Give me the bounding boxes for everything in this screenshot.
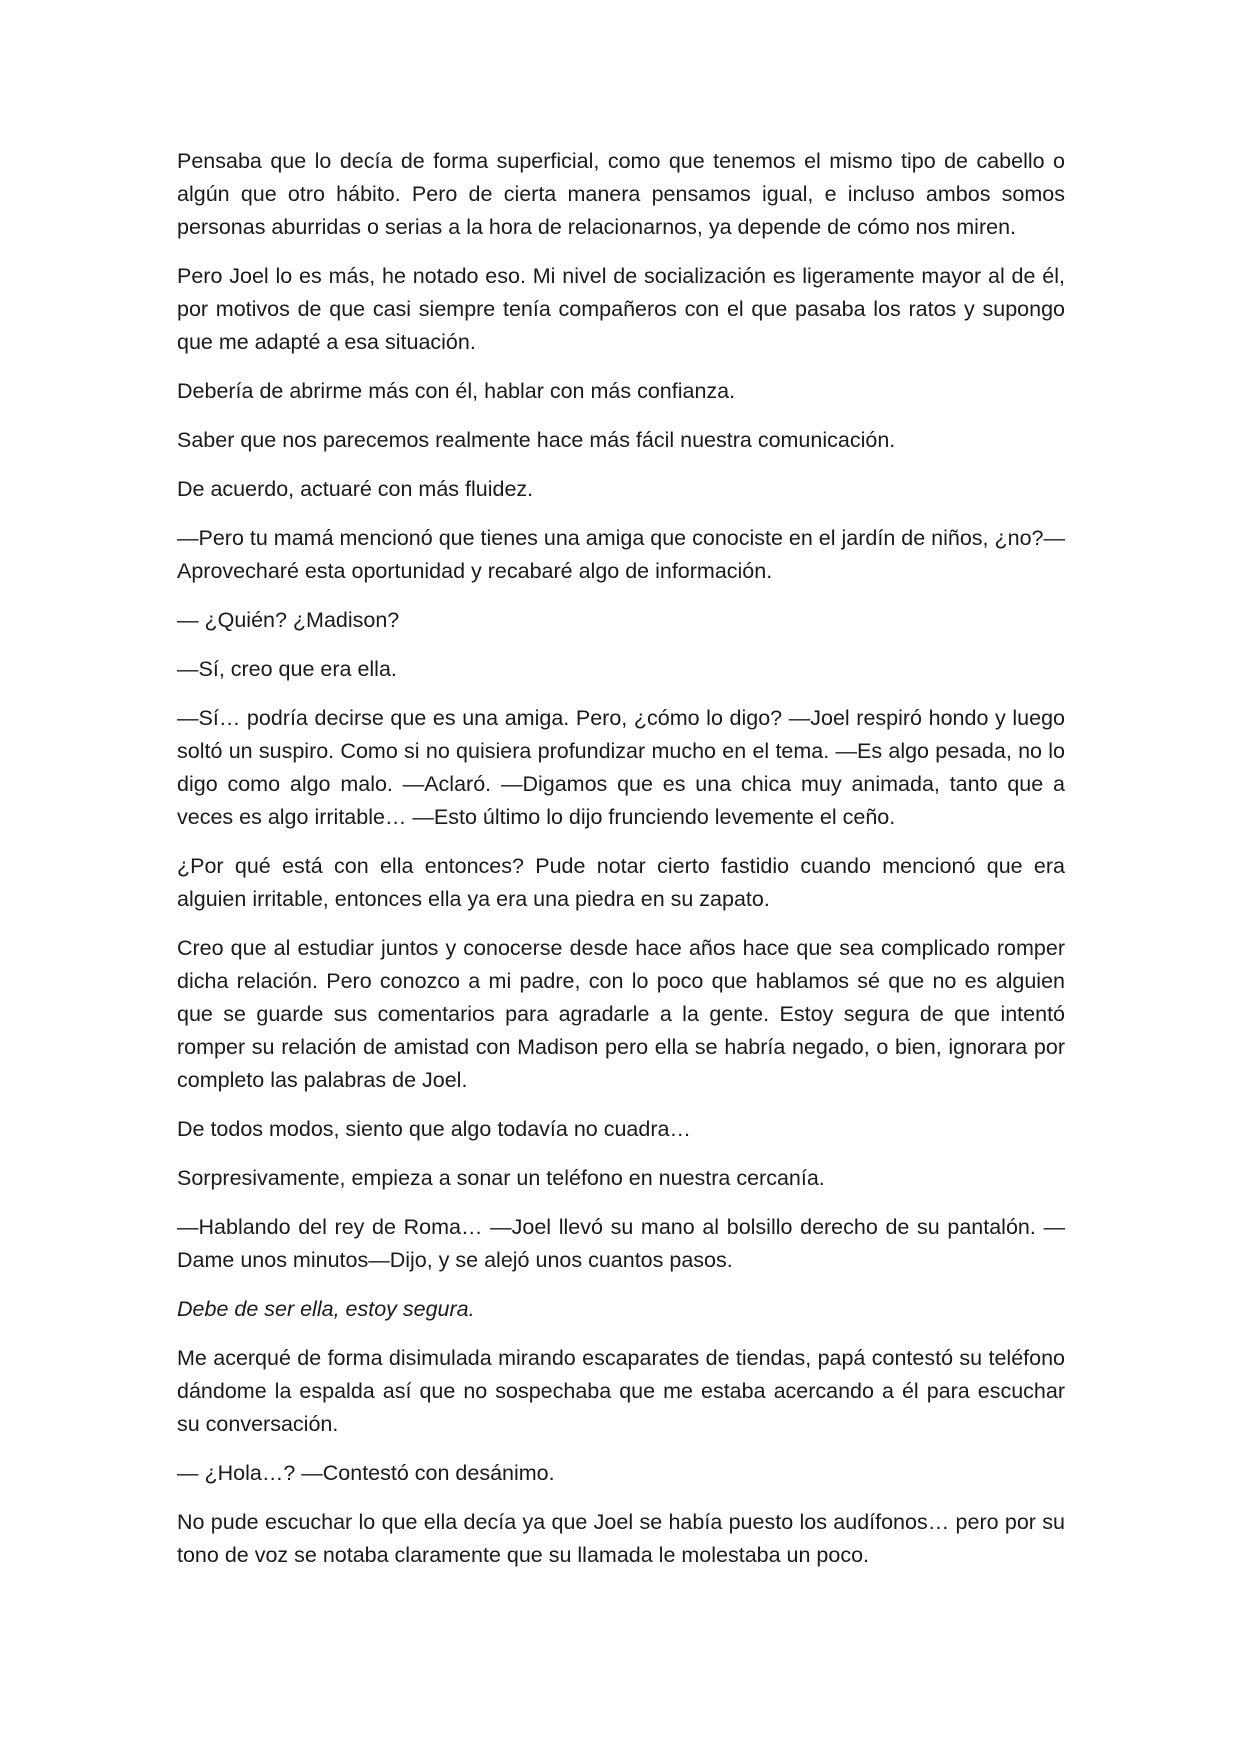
dialogue-paragraph: —Sí, creo que era ella. bbox=[177, 657, 397, 681]
paragraph: Saber que nos parecemos realmente hace más fácil nuestra comunicación. bbox=[177, 428, 896, 452]
paragraph: De todos modos, siento que algo todavía no cuadra… bbox=[177, 1117, 691, 1141]
paragraph: Pero Joel lo es más, he notado eso. Mi nivel de socialización es ligeramente mayor al de él, por motivos de que casi siempre tenía compañeros con el que pasaba los ratos y supongo que me adapté a esa situación. bbox=[177, 264, 1065, 354]
document-page bbox=[177, 145, 1065, 1588]
paragraph: Sorpresivamente, empieza a sonar un teléfono en nuestra cercanía. bbox=[177, 1166, 825, 1190]
paragraph: De acuerdo, actuaré con más fluidez. bbox=[177, 477, 534, 501]
paragraph: No pude escuchar lo que ella decía ya que Joel se había puesto los audífonos… pero por su tono de voz se notaba claramente que su llamada le molestaba un poco. bbox=[177, 1510, 1065, 1567]
paragraph: Pensaba que lo decía de forma superficial, como que tenemos el mismo tipo de cabello o algún que otro hábito. Pero de cierta manera pensamos igual, e incluso ambos somos personas aburridas o serias a la hora de relacionarnos, ya depende de cómo nos miren. bbox=[177, 149, 1065, 239]
dialogue-paragraph: —Hablando del rey de Roma… —Joel llevó su mano al bolsillo derecho de su pantalón. —Dame unos minutos—Dijo, y se alejó unos cuantos pasos. bbox=[177, 1215, 1065, 1272]
paragraph: ¿Por qué está con ella entonces? Pude notar cierto fastidio cuando mencionó que era alguien irritable, entonces ella ya era una piedra en su zapato. bbox=[177, 854, 1065, 911]
paragraph: Creo que al estudiar juntos y conocerse desde hace años hace que sea complicado romper dicha relación. Pero conozco a mi padre, con lo poco que hablamos sé que no es alguien que se guarde sus comentarios para agradarle a la gente. Estoy segura de que intentó romper su relación de amistad con Madison pero ella se habría negado, o bien, ignorara por completo las palabras de Joel. bbox=[177, 936, 1065, 1092]
paragraph: Debería de abrirme más con él, hablar con más confianza. bbox=[177, 379, 736, 403]
dialogue-paragraph: —Sí… podría decirse que es una amiga. Pero, ¿cómo lo digo? —Joel respiró hondo y luego soltó un suspiro. Como si no quisiera profundizar mucho en el tema. —Es algo pesada, no lo digo como algo malo. —Aclaró. —Digamos que es una chica muy animada, tanto que a veces es algo irritable… —Esto último lo dijo frunciendo levemente el ceño. bbox=[177, 706, 1065, 829]
italic-thought-paragraph: Debe de ser ella, estoy segura. bbox=[177, 1297, 475, 1321]
paragraph: Me acerqué de forma disimulada mirando escaparates de tiendas, papá contestó su teléfono dándome la espalda así que no sospechaba que me estaba acercando a él para escuchar su conversación. bbox=[177, 1346, 1065, 1436]
dialogue-paragraph: — ¿Hola…? —Contestó con desánimo. bbox=[177, 1461, 555, 1485]
dialogue-paragraph: —Pero tu mamá mencionó que tienes una amiga que conociste en el jardín de niños, ¿no?—Aprovecharé esta oportunidad y recabaré algo de información. bbox=[177, 526, 1065, 583]
dialogue-paragraph: — ¿Quién? ¿Madison? bbox=[177, 608, 400, 632]
